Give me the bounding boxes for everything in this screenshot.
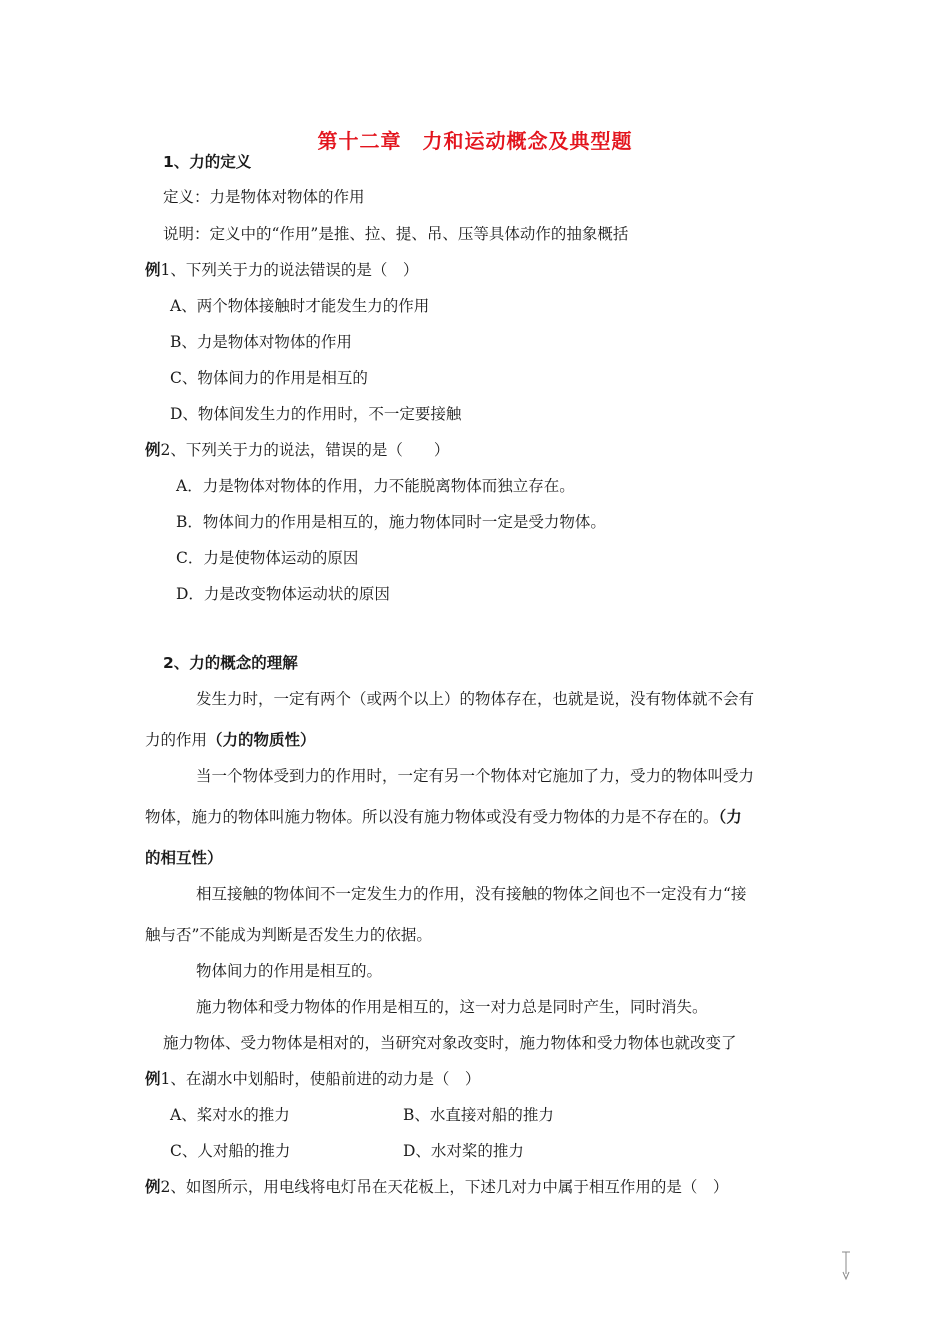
- example-1-option-b: B、力是物体对物体的作用: [170, 333, 352, 351]
- paragraph-2-line-3: 的相互性）: [145, 849, 223, 867]
- paragraph-2-line-1: 当一个物体受到力的作用时，一定有另一个物体对它施加了力，受力的物体叫受力: [196, 767, 755, 785]
- example-1-question: [145, 260, 418, 280]
- paragraph-text: 力的作用: [145, 731, 208, 749]
- paragraph-2-line-2: [145, 807, 742, 827]
- example-3-option-b: B、水直接对船的推力: [403, 1106, 554, 1124]
- example-2-option-c: C．力是使物体运动的原因: [176, 549, 359, 567]
- example-question-text: 1、下列关于力的说法错误的是（ ）: [160, 261, 419, 279]
- example-label: 例: [145, 261, 161, 279]
- paragraph-4: 物体间力的作用是相互的。: [196, 962, 383, 980]
- paragraph-text: 物体，施力的物体叫施力物体。所以没有施力物体或没有受力物体的力是不存在的。: [145, 808, 719, 826]
- example-3-option-d: D、水对桨的推力: [403, 1142, 524, 1160]
- example-3-question: [145, 1069, 480, 1089]
- example-label: 例: [145, 1070, 161, 1088]
- paragraph-3-line-1: 相互接触的物体间不一定发生力的作用，没有接触的物体之间也不一定没有力“接: [196, 885, 747, 903]
- example-question-text: 2、下列关于力的说法，错误的是（ ）: [160, 441, 450, 459]
- paragraph-5: 施力物体和受力物体的作用是相互的，这一对力总是同时产生，同时消失。: [196, 998, 708, 1016]
- example-question-text: 1、在湖水中划船时，使船前进的动力是（ ）: [160, 1070, 481, 1088]
- example-2-option-b: B．物体间力的作用是相互的，施力物体同时一定是受力物体。: [176, 513, 606, 531]
- emphasis-text: （力: [718, 808, 742, 826]
- margin-mark-icon: [840, 1250, 852, 1282]
- explanation-text: 说明：定义中的“作用”是推、拉、提、吊、压等具体动作的抽象概括: [163, 225, 629, 243]
- paragraph-1-line-2: [145, 730, 316, 750]
- paragraph-1-line-1: 发生力时，一定有两个（或两个以上）的物体存在，也就是说，没有物体就不会有: [196, 690, 755, 708]
- example-2-question: [145, 440, 449, 460]
- example-4-question: [145, 1177, 728, 1197]
- example-3-options-row-1: [170, 1105, 290, 1125]
- emphasis-text: （力的物质性）: [207, 731, 316, 749]
- paragraph-3-line-2: 触与否”不能成为判断是否发生力的依据。: [145, 926, 432, 944]
- example-label: 例: [145, 1178, 161, 1196]
- example-question-text: 2、如图所示，用电线将电灯吊在天花板上，下述几对力中属于相互作用的是（ ）: [160, 1178, 729, 1196]
- example-label: 例: [145, 441, 161, 459]
- example-1-option-c: C、物体间力的作用是相互的: [170, 369, 368, 387]
- example-3-option-c: C、人对船的推力: [170, 1142, 291, 1160]
- example-2-option-d: D．力是改变物体运动状的原因: [176, 585, 390, 603]
- example-3-option-a: A、桨对水的推力: [170, 1106, 290, 1124]
- section-1-heading: 1、力的定义: [163, 153, 252, 171]
- example-1-option-a: A、两个物体接触时才能发生力的作用: [170, 297, 430, 315]
- example-2-option-a: A．力是物体对物体的作用，力不能脱离物体而独立存在。: [176, 477, 575, 495]
- section-2-heading: 2、力的概念的理解: [163, 654, 298, 672]
- example-3-options-row-2: [170, 1141, 290, 1161]
- definition-text: 定义：力是物体对物体的作用: [163, 188, 365, 206]
- example-1-option-d: D、物体间发生力的作用时，不一定要接触: [170, 405, 462, 423]
- paragraph-6: 施力物体、受力物体是相对的，当研究对象改变时，施力物体和受力物体也就改变了: [163, 1034, 737, 1052]
- page-title: 第十二章 力和运动概念及典型题: [317, 129, 633, 153]
